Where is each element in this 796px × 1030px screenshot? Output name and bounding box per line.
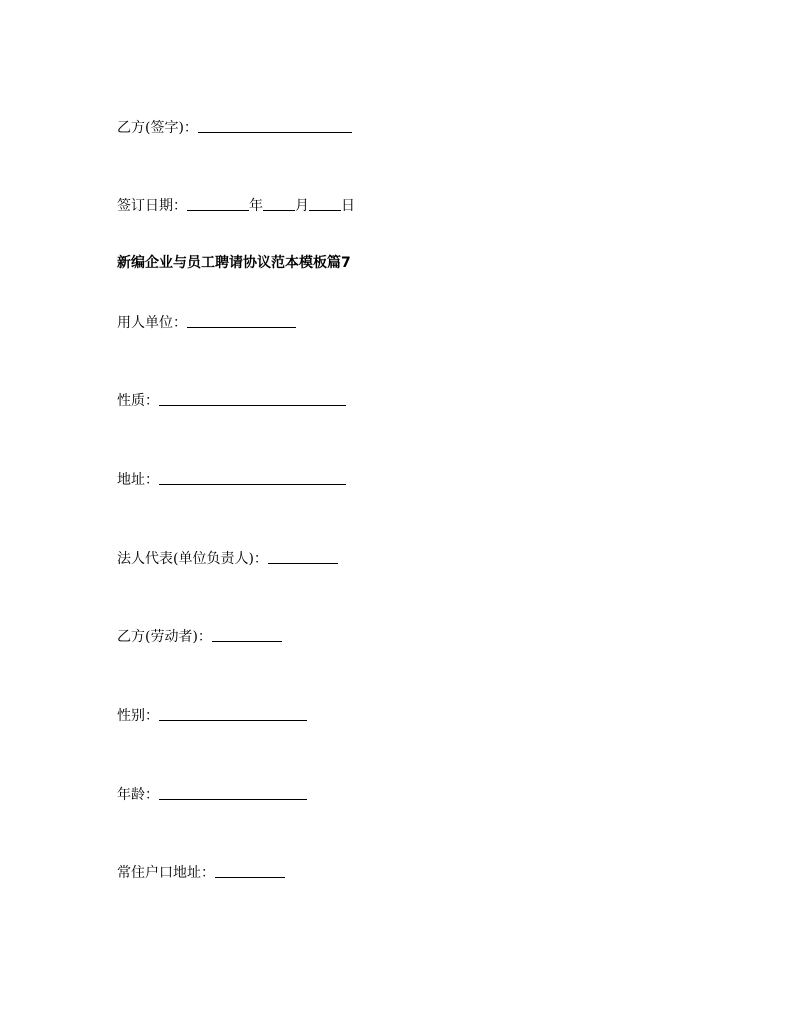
section-heading: 新编企业与员工聘请协议范本模板篇7 xyxy=(117,255,351,271)
age-blank[interactable] xyxy=(159,785,307,800)
gender-blank[interactable] xyxy=(159,706,307,721)
permanent-address-line xyxy=(117,863,285,883)
nature-line xyxy=(117,391,346,411)
age-label: 年龄： xyxy=(117,787,159,803)
party-b-worker-blank[interactable] xyxy=(212,627,282,642)
party-b-worker-line xyxy=(117,627,282,647)
employer-line xyxy=(117,313,296,333)
signing-date-year-label: 年 xyxy=(249,198,263,214)
address-blank[interactable] xyxy=(159,470,346,485)
gender-label: 性别： xyxy=(117,708,159,724)
signing-date-year-blank[interactable] xyxy=(187,196,249,211)
legal-representative-line xyxy=(117,549,338,569)
employer-blank[interactable] xyxy=(187,313,296,328)
signing-date-label: 签订日期： xyxy=(117,198,187,214)
employer-label: 用人单位： xyxy=(117,315,187,331)
party-b-signature-line xyxy=(117,118,352,138)
nature-blank[interactable] xyxy=(159,391,346,406)
signing-date-line xyxy=(117,196,355,216)
permanent-address-blank[interactable] xyxy=(215,863,285,878)
nature-label: 性质： xyxy=(117,393,159,409)
signing-date-month-label: 月 xyxy=(295,198,309,214)
address-label: 地址： xyxy=(117,472,159,488)
signing-date-month-blank[interactable] xyxy=(263,196,295,211)
signing-date-day-label: 日 xyxy=(341,198,355,214)
signing-date-day-blank[interactable] xyxy=(309,196,341,211)
age-line xyxy=(117,785,307,805)
party-b-worker-label: 乙方(劳动者)： xyxy=(117,629,212,645)
address-line xyxy=(117,470,346,490)
party-b-signature-label: 乙方(签字)： xyxy=(117,120,198,136)
permanent-address-label: 常住户口地址： xyxy=(117,865,215,881)
legal-representative-blank[interactable] xyxy=(268,549,338,564)
gender-line xyxy=(117,706,307,726)
legal-representative-label: 法人代表(单位负责人)： xyxy=(117,551,268,567)
party-b-signature-blank[interactable] xyxy=(198,118,352,133)
